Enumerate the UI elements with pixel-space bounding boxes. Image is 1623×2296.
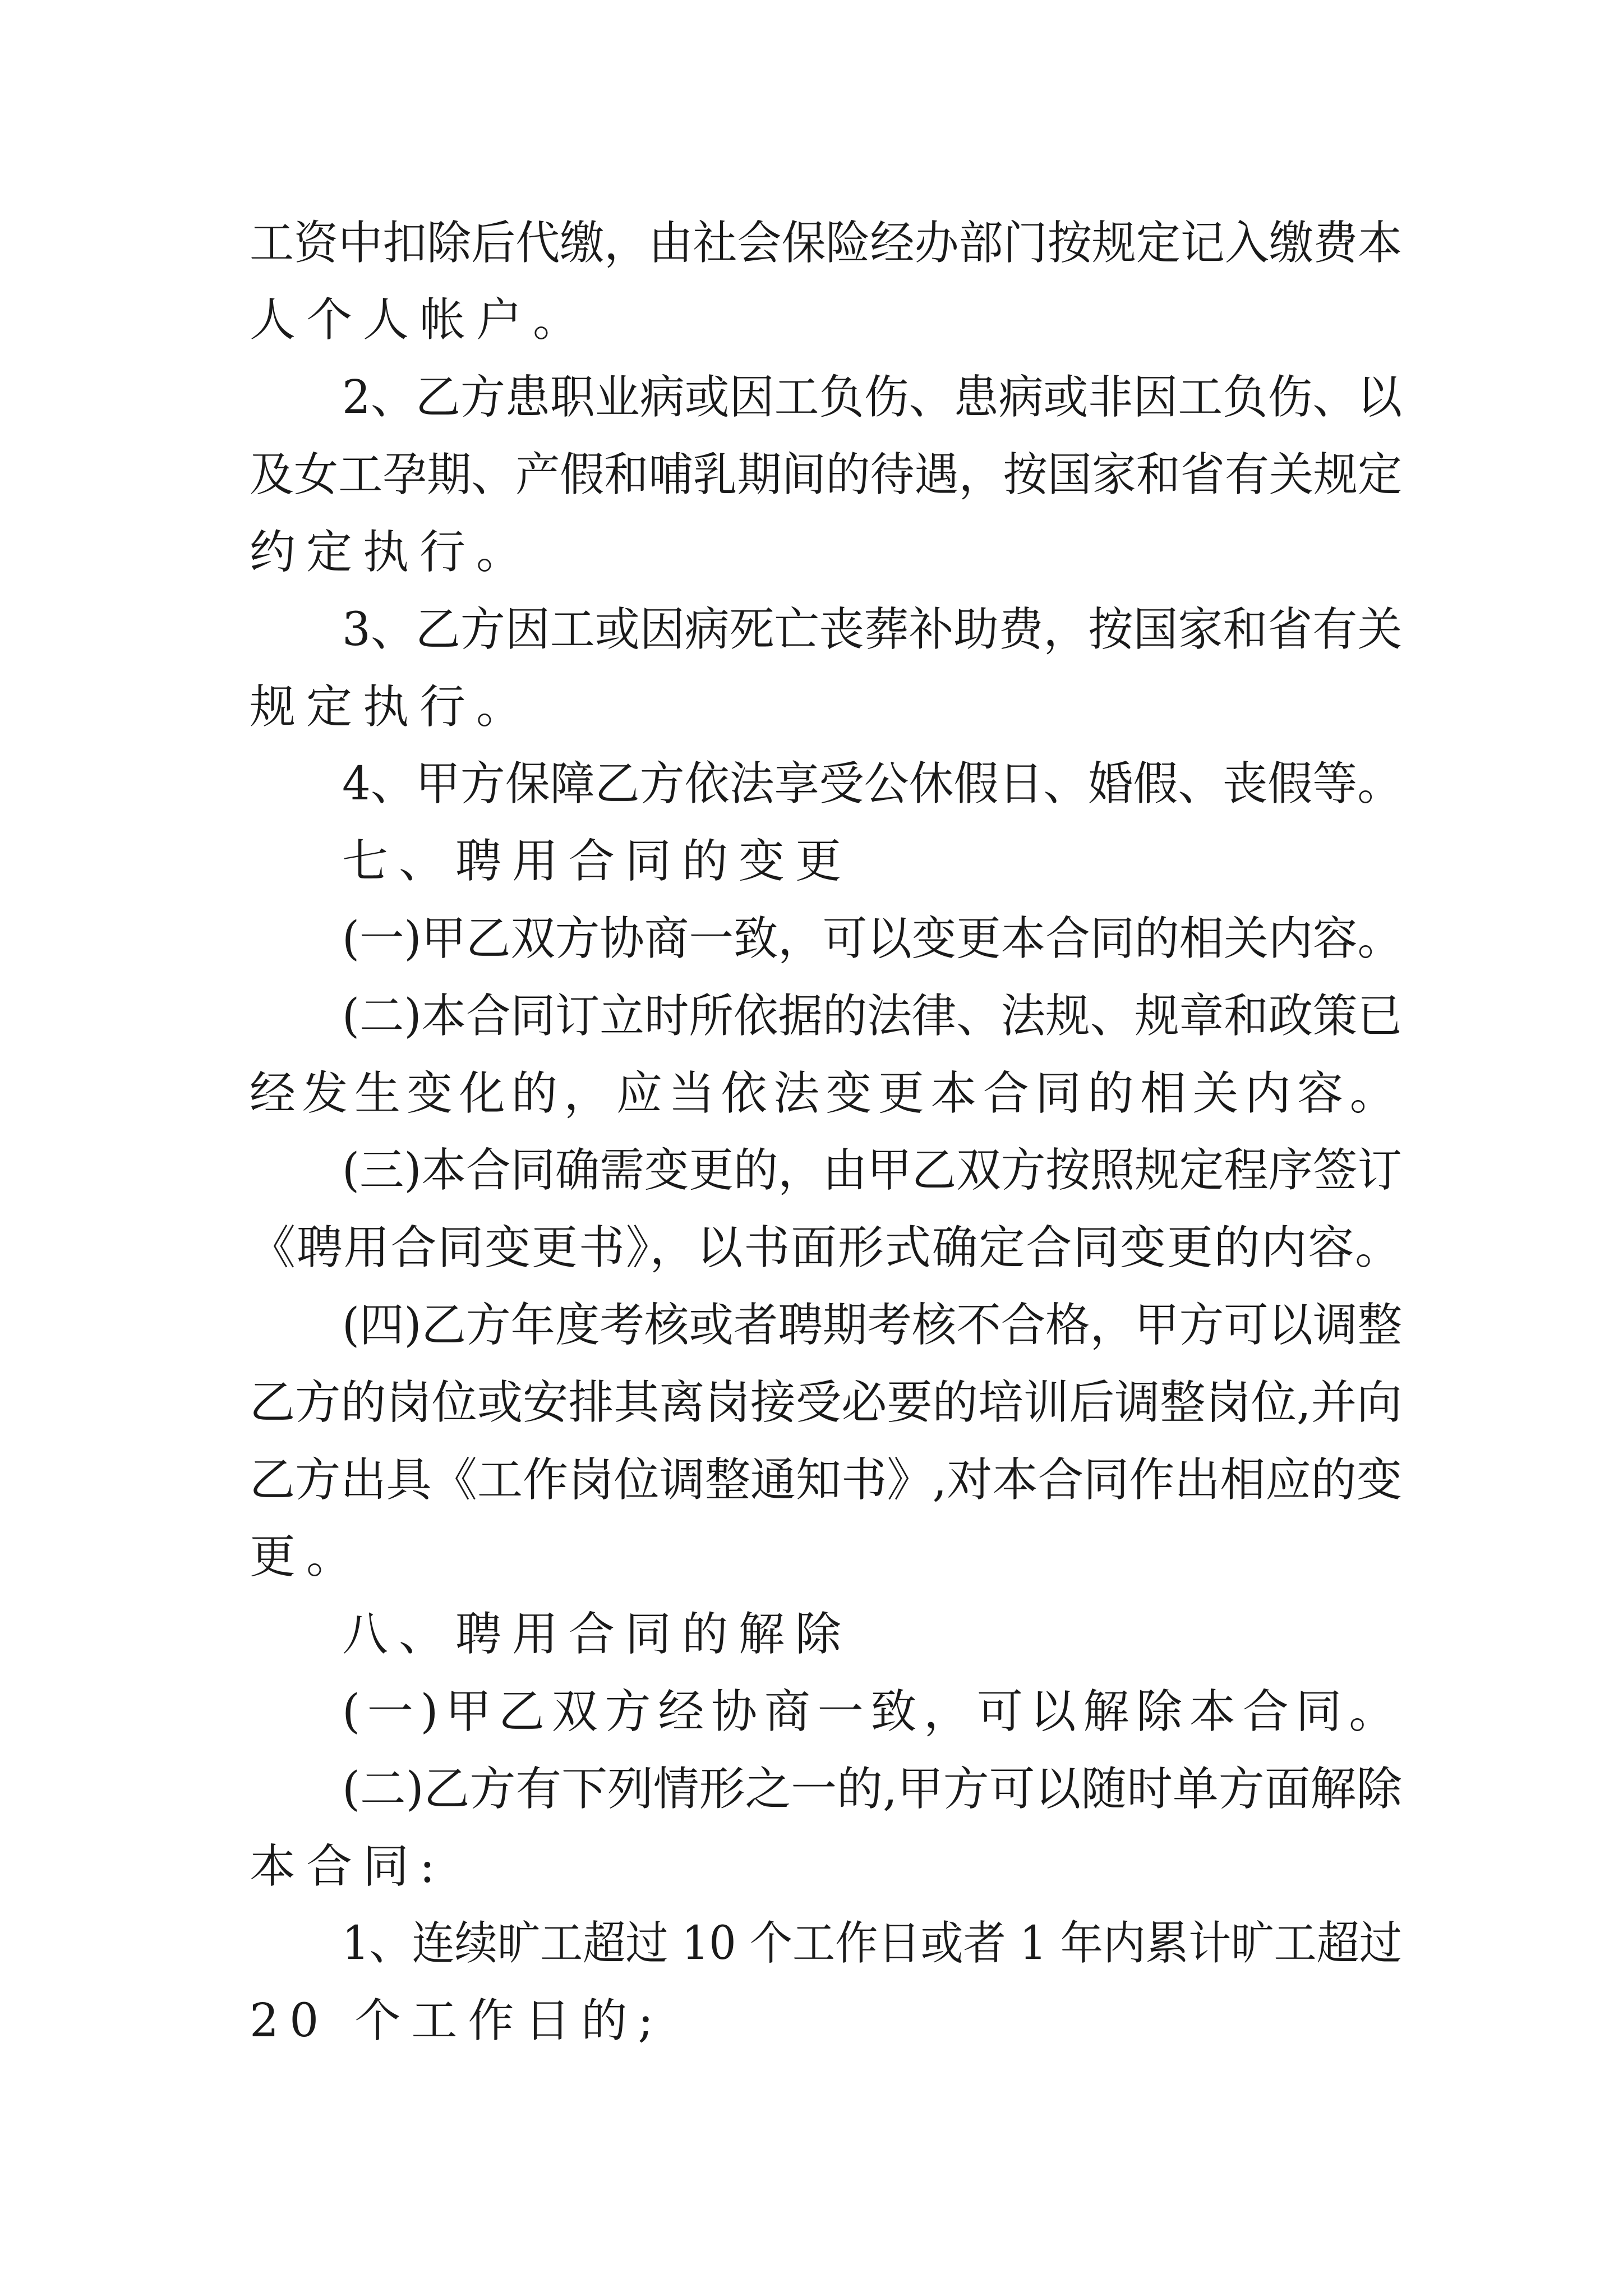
text-line: 本合同:: [250, 1840, 446, 1893]
text-line: (一)甲乙双方协商一致，可以变更本合同的相关内容。: [342, 912, 1402, 965]
text-line: (二)本合同订立时所依据的法律、法规、规章和政策已: [342, 990, 1402, 1043]
text-line: 《聘用合同变更书》，以书面形式确定合同变更的内容。: [250, 1221, 1403, 1274]
text-line: (二)乙方有下列情形之一的,甲方可以随时单方面解除: [342, 1763, 1403, 1816]
text-line: 3、乙方因工或因病死亡丧葬补助费，按国家和省有关: [342, 603, 1403, 656]
text-line: 20 个工作日的;: [250, 1994, 665, 2047]
text-line: (三)本合同确需变更的，由甲乙双方按照规定程序签订: [342, 1144, 1402, 1197]
text-line: 乙方出具《工作岗位调整通知书》,对本合同作出相应的变: [250, 1453, 1403, 1507]
text-line: (四)乙方年度考核或者聘期考核不合格，甲方可以调整: [342, 1299, 1402, 1352]
text-line: 1、连续旷工超过 10 个工作日或者 1 年内累计旷工超过: [342, 1917, 1402, 1970]
text-line: 工资中扣除后代缴，由社会保险经办部门按规定记入缴费本: [250, 217, 1403, 270]
text-line: 经发生变化的，应当依法变更本合同的相关内容。: [250, 1067, 1403, 1120]
section-heading: 七、聘用合同的变更: [342, 835, 852, 888]
text-line: 4、甲方保障乙方依法享受公休假日、婚假、丧假等。: [342, 757, 1403, 811]
text-line: (一)甲乙双方经协商一致，可以解除本合同。: [342, 1685, 1402, 1738]
section-heading: 八、聘用合同的解除: [342, 1608, 852, 1661]
text-line: 乙方的岗位或安排其离岗接受必要的培训后调整岗位,并向: [250, 1376, 1403, 1429]
text-line: 及女工孕期、产假和哺乳期间的待遇，按国家和省有关规定: [250, 448, 1403, 501]
text-line: 更。: [250, 1530, 363, 1584]
text-line: 2、乙方患职业病或因工负伤、患病或非因工负伤、以: [342, 371, 1403, 424]
text-line: 规定执行。: [250, 680, 533, 734]
text-line: 约定执行。: [250, 526, 533, 579]
text-line: 人个人帐户。: [250, 293, 590, 347]
